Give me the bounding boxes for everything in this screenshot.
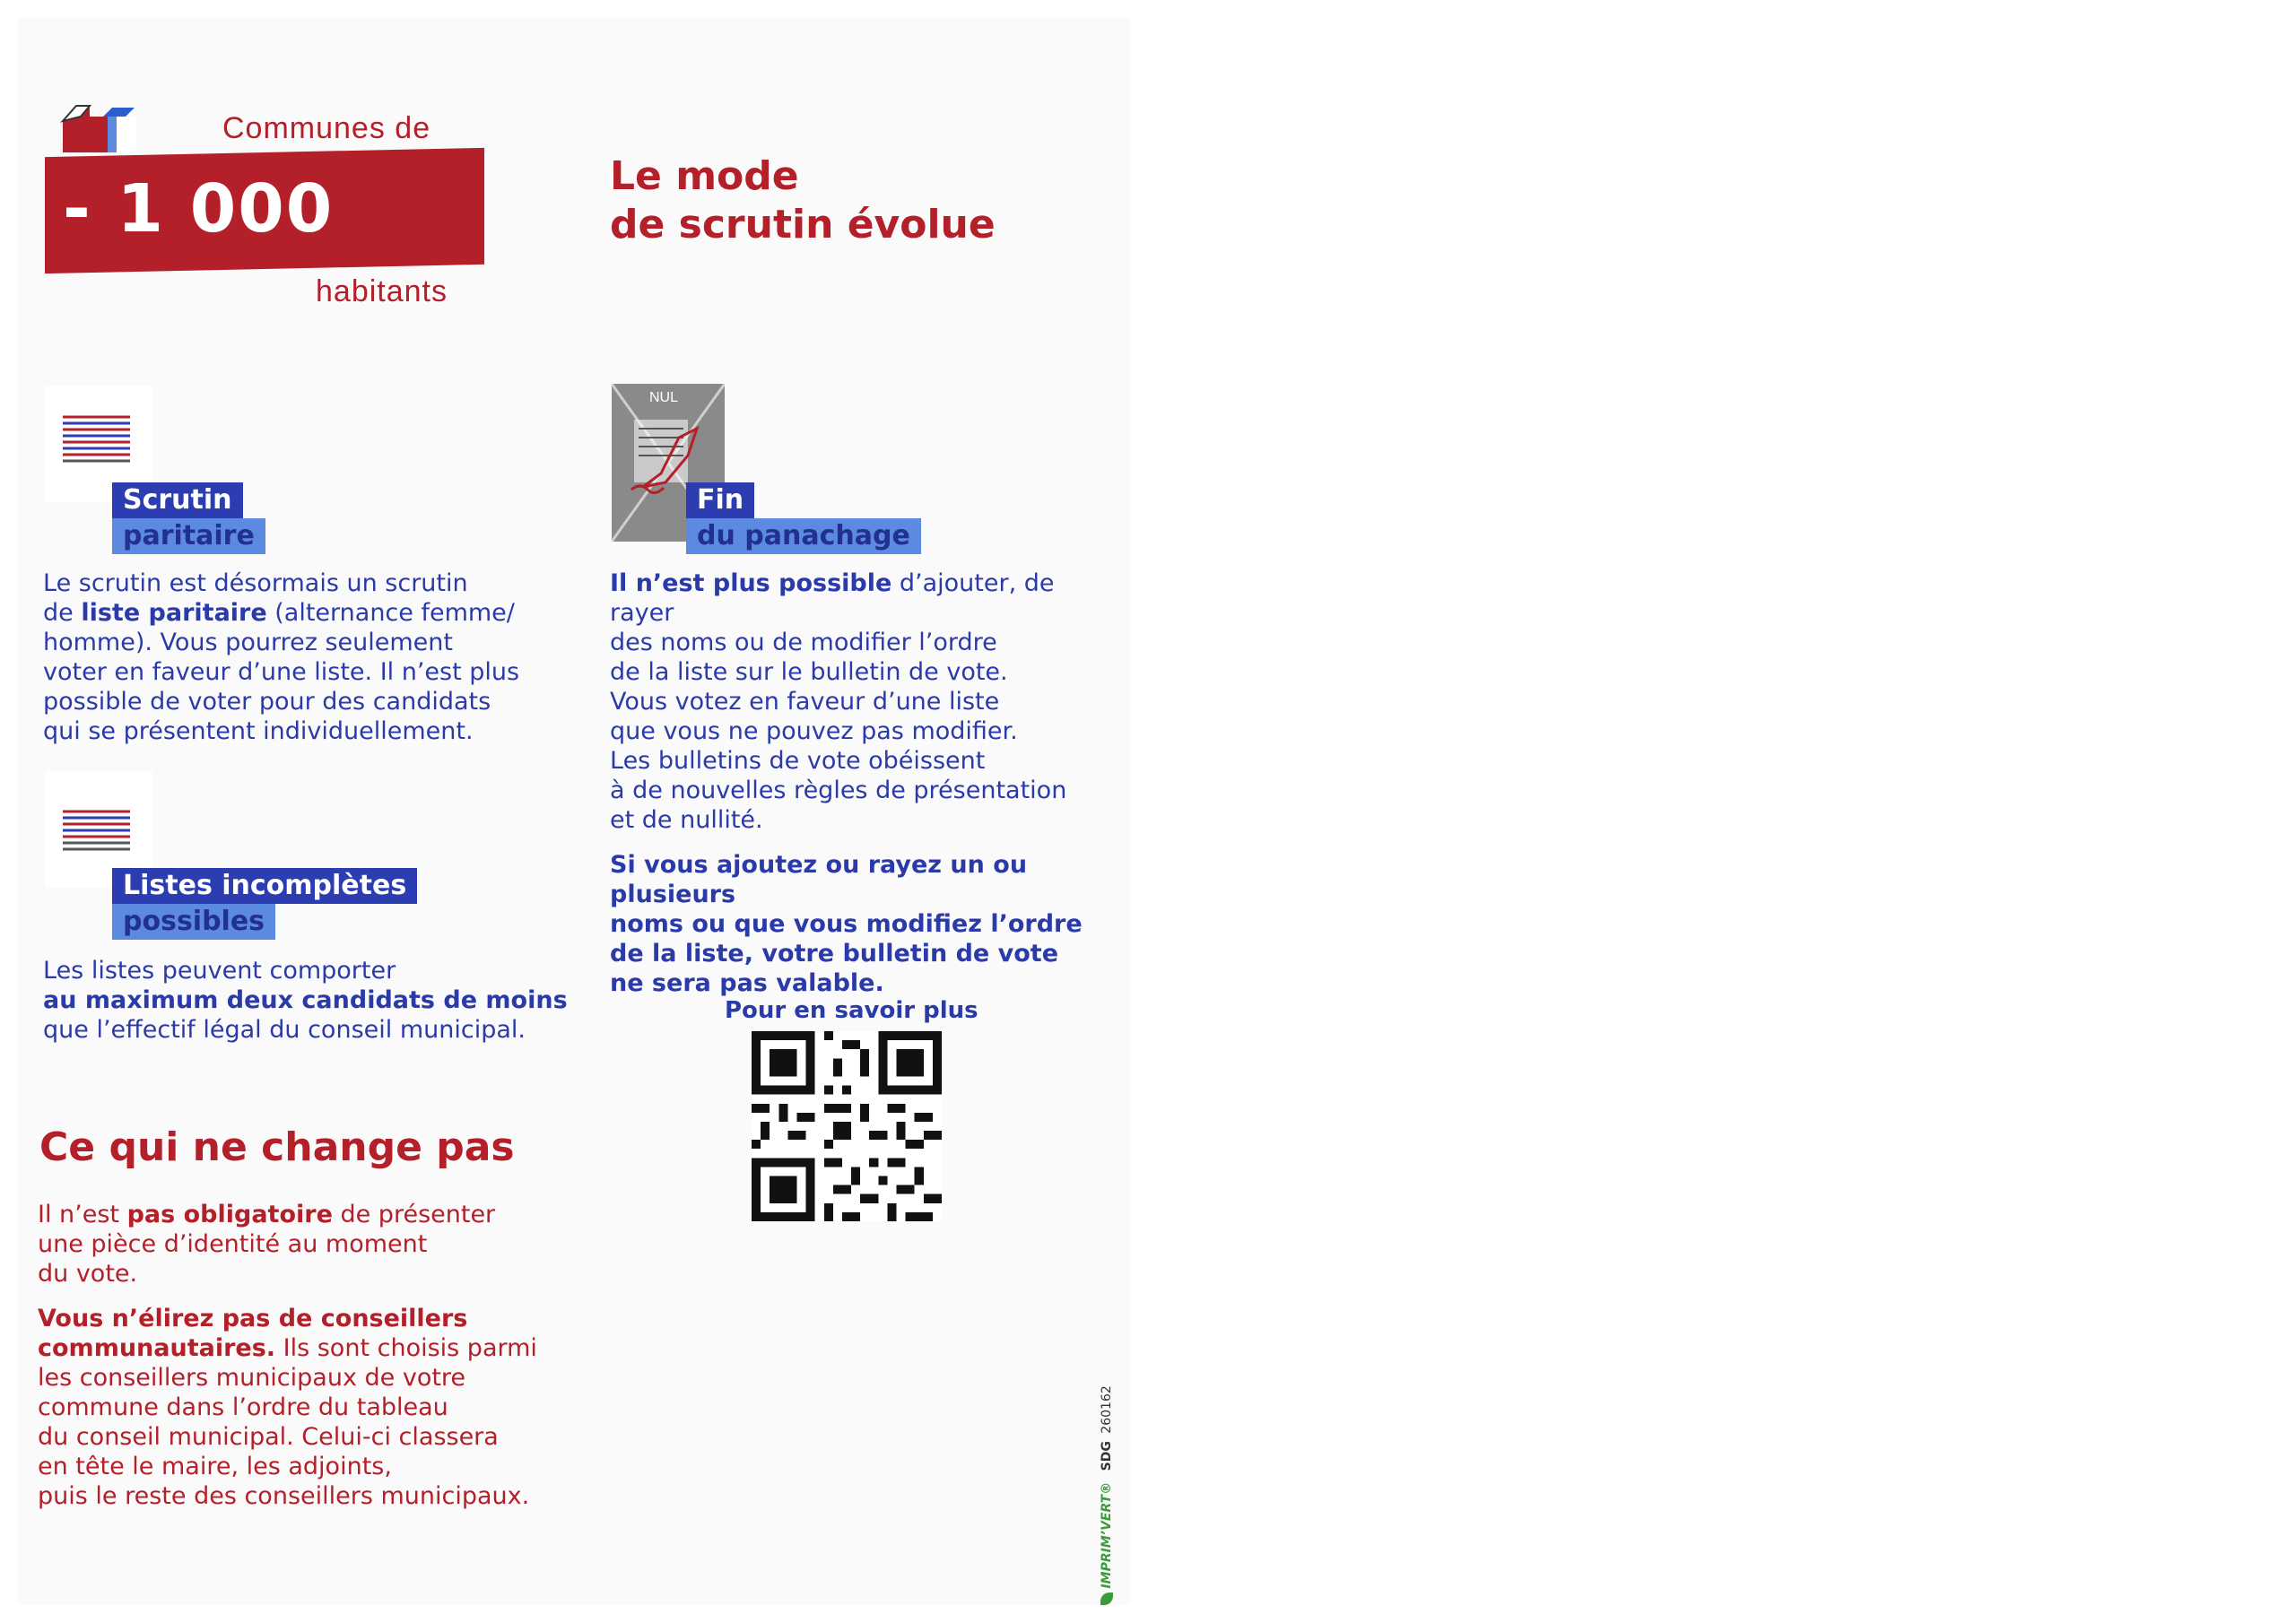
- panachage-line: Vous votez en faveur d’une liste: [610, 688, 1000, 716]
- title-line-2: de scrutin évolue: [610, 202, 996, 247]
- panachage-line: Les bulletins de vote obéissent: [610, 747, 986, 775]
- scrutin-paragraph: [43, 568, 545, 746]
- more-info-label: Pour en savoir plus: [725, 997, 978, 1024]
- house-icon: [54, 99, 144, 152]
- panachage-paragraph-2: [610, 746, 1112, 835]
- listes-label-line-2: possibles: [112, 904, 275, 940]
- population-number: - 1 000: [63, 170, 335, 247]
- unchanged-paragraph-2: [38, 1304, 576, 1511]
- panachage-line: des noms ou de modifier l’ordre: [610, 629, 997, 656]
- scrutin-line: Le scrutin est désormais un scrutin: [43, 569, 468, 597]
- imprim-vert-label: IMPRIM’VERT®: [1100, 1481, 1114, 1589]
- unchanged-line: les conseillers municipaux de votre: [38, 1364, 466, 1392]
- unchanged-heading: Ce qui ne change pas: [39, 1124, 515, 1170]
- listes-line: au maximum deux candidats de moins: [43, 986, 568, 1014]
- sdg-code: 260162: [1100, 1385, 1114, 1434]
- panachage-line: noms ou que vous modifiez l’ordre: [610, 910, 1083, 938]
- fin-panachage-label: [686, 482, 921, 554]
- unchanged-line: puis le reste des conseillers municipaux.: [38, 1482, 530, 1510]
- panachage-line: à de nouvelles règles de présentation: [610, 777, 1067, 804]
- unchanged-line: du conseil municipal. Celui-ci classera: [38, 1423, 499, 1451]
- unchanged-line: communautaires. Ils sont choisis parmi: [38, 1334, 537, 1362]
- imprim-vert-footer: [1100, 1385, 1114, 1605]
- panachage-line: Si vous ajoutez ou rayez un ou plusieurs: [610, 851, 1028, 908]
- unchanged-line: en tête le maire, les adjoints,: [38, 1453, 392, 1480]
- scrutin-line: homme). Vous pourrez seulement: [43, 629, 453, 656]
- page-title: [610, 152, 996, 249]
- svg-text:NUL: NUL: [649, 390, 679, 405]
- scrutin-paritaire-label: [112, 482, 265, 554]
- panachage-line: que vous ne pouvez pas modifier.: [610, 717, 1018, 745]
- listes-line: que l’effectif légal du conseil municipal.: [43, 1016, 526, 1044]
- title-line-1: Le mode: [610, 153, 799, 199]
- qr-code-icon[interactable]: [752, 1031, 942, 1221]
- unchanged-line: commune dans l’ordre du tableau: [38, 1393, 448, 1421]
- unchanged-paragraph-1: [38, 1200, 540, 1289]
- panachage-line: de la liste, votre bulletin de vote: [610, 940, 1059, 968]
- panachage-line: Il n’est plus possible d’ajouter, de rayer: [610, 569, 1055, 627]
- scrutin-label-line-2: paritaire: [112, 518, 265, 554]
- scrutin-line: de liste paritaire (alternance femme/: [43, 599, 515, 627]
- listes-paragraph: [43, 956, 581, 1045]
- scrutin-label-line-1: Scrutin: [112, 482, 243, 518]
- panachage-label-line-1: Fin: [686, 482, 754, 518]
- habitants-label: habitants: [316, 274, 448, 308]
- flyer-page: [18, 18, 1130, 1605]
- scrutin-line: possible de voter pour des candidats: [43, 688, 491, 716]
- unchanged-line: du vote.: [38, 1260, 138, 1288]
- panachage-paragraph-1: [610, 568, 1112, 746]
- panachage-line: de la liste sur le bulletin de vote.: [610, 658, 1008, 686]
- panachage-paragraph-3: [610, 850, 1130, 998]
- listes-line: Les listes peuvent comporter: [43, 957, 396, 985]
- scrutin-line: qui se présentent individuellement.: [43, 717, 474, 745]
- listes-label-line-1: Listes incomplètes: [112, 868, 417, 904]
- unchanged-line: Il n’est pas obligatoire de présenter: [38, 1201, 496, 1228]
- sdg-label: SDG: [1100, 1441, 1114, 1471]
- scrutin-line: voter en faveur d’une liste. Il n’est plus: [43, 658, 520, 686]
- panachage-line: et de nullité.: [610, 806, 763, 834]
- leaf-icon: [1100, 1593, 1113, 1605]
- unchanged-line: Vous n’élirez pas de conseillers: [38, 1305, 468, 1332]
- panachage-label-line-2: du panachage: [686, 518, 921, 554]
- panachage-line: ne sera pas valable.: [610, 969, 884, 997]
- unchanged-line: une pièce d’identité au moment: [38, 1230, 428, 1258]
- listes-incompletes-label: [112, 868, 417, 940]
- communes-de-label: Communes de: [222, 111, 431, 145]
